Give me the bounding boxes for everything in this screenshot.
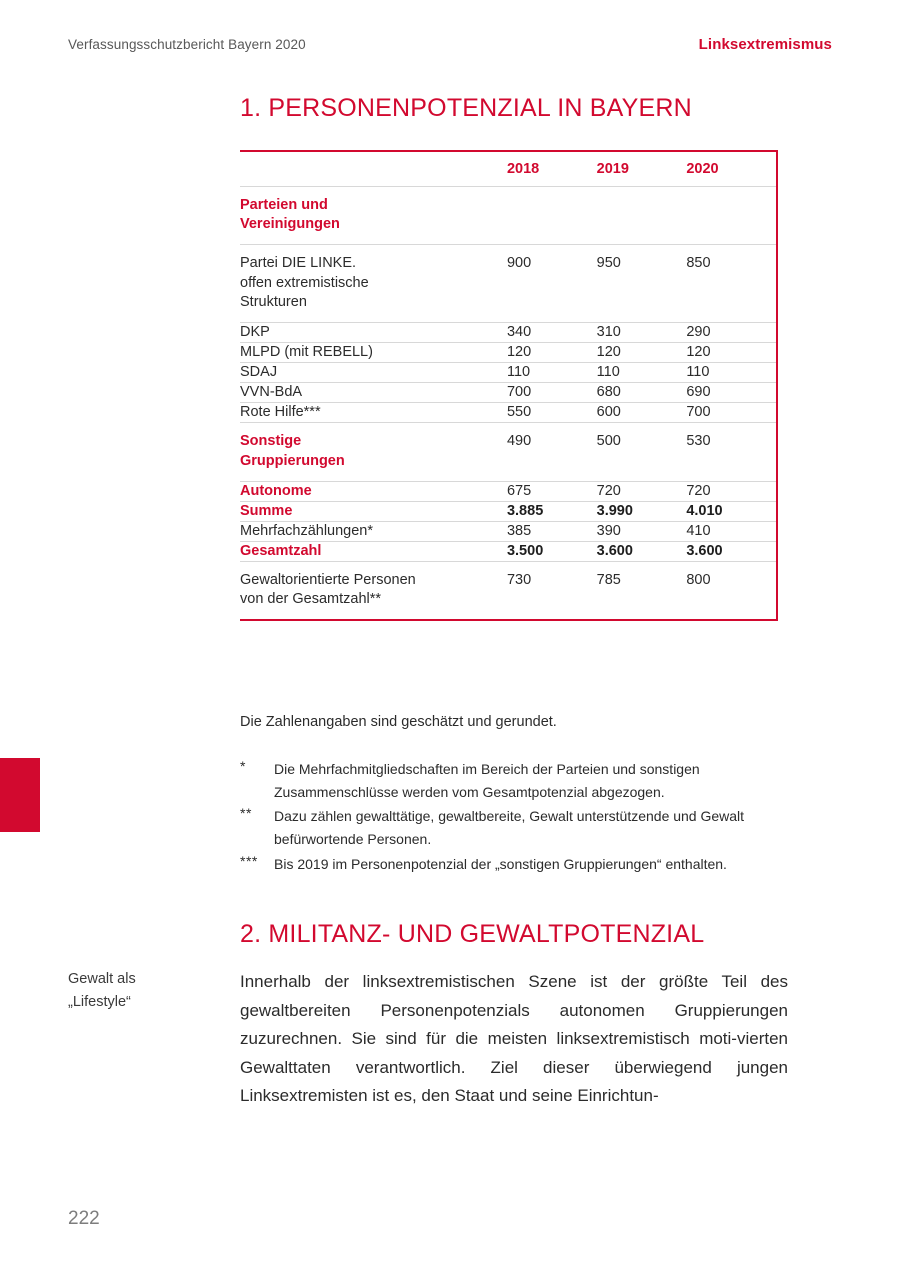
table-cell-value: 700 xyxy=(686,403,776,423)
table-header-row xyxy=(240,152,776,187)
footnote-text: Die Mehrfachmitgliedschaften im Bereich der Parteien und sonstigen Zusammenschlüsse werden vom Gesamtpotenzial abgezogen. xyxy=(274,761,700,800)
estimate-note: Die Zahlenangaben sind geschätzt und gerundet. xyxy=(240,714,557,730)
running-head-publication: Verfassungsschutzbericht Bayern 2020 xyxy=(68,37,306,52)
table-cell-value xyxy=(507,187,597,245)
table-cell-value: 800 xyxy=(686,572,711,589)
table-cell-value: 950 xyxy=(597,245,687,322)
table-header-year: 2018 xyxy=(507,152,597,187)
footnote-text: Bis 2019 im Personenpotenzial der „sonstigen Gruppierungen“ enthalten. xyxy=(274,855,727,872)
footnote-marker: ** xyxy=(240,805,252,822)
table-row xyxy=(240,363,776,383)
table-row-label: Sonstige Gruppierungen xyxy=(240,423,507,481)
table-cell-value: 3.500 xyxy=(507,542,597,562)
table-row xyxy=(240,423,776,481)
footnote-item xyxy=(240,853,802,876)
table-cell-value: 785 xyxy=(596,572,621,589)
table-cell-value: 3.600 xyxy=(686,542,776,562)
table-cell-value: 110 xyxy=(507,363,597,383)
section-2-title: 2. MILITANZ- UND GEWALTPOTENZIAL xyxy=(240,920,705,948)
personenpotenzial-table xyxy=(240,152,776,619)
page-number: 222 xyxy=(68,1208,100,1229)
footnote-item xyxy=(240,805,802,850)
table-cell-value: 410 xyxy=(686,521,776,541)
table-header-blank xyxy=(240,152,507,187)
table-cell-value: 340 xyxy=(507,322,597,342)
table-cell-value: 500 xyxy=(597,423,687,481)
table-cell-value: 730 xyxy=(506,572,532,589)
table-cell-value: 700 xyxy=(507,383,597,403)
table-cell-value: 3.600 xyxy=(597,542,687,562)
table-row-label: Parteien und Vereinigungen xyxy=(240,187,507,245)
body-paragraph: Innerhalb der linksextremistischen Szene ist der größte Teil des gewaltbereiten Personenpotenzials autonomen Gruppierungen zuzurechnen. Sie sind für die meisten linksextremistisch moti-vierten Gewalttaten verantwortlich. Ziel dieser überwiegend jungen Linksextremisten ist es, den Staat und seine Einrichtun- xyxy=(240,972,788,1106)
table-header-year: 2019 xyxy=(597,152,687,187)
table-row xyxy=(240,481,776,501)
table-cell-value: 385 xyxy=(507,521,597,541)
table-row xyxy=(240,501,776,521)
table-cell-value: 120 xyxy=(507,342,597,362)
table-row xyxy=(240,562,776,620)
table-row-label: Summe xyxy=(240,501,507,521)
table-row xyxy=(240,322,776,342)
table-row-label: DKP xyxy=(240,322,507,342)
table-cell-value: 680 xyxy=(597,383,687,403)
table-row-label: Partei DIE LINKE. offen extremistische Strukturen xyxy=(240,245,507,322)
table-cell-value xyxy=(597,187,687,245)
table-cell-value: 720 xyxy=(597,481,687,501)
table-row xyxy=(240,245,776,322)
table-cell-value: 720 xyxy=(686,481,776,501)
table-cell-value: 390 xyxy=(597,521,687,541)
table-row xyxy=(240,403,776,423)
table-row-label: SDAJ xyxy=(240,363,507,383)
body-copy xyxy=(240,968,788,1111)
table-row xyxy=(240,383,776,403)
table-row-label: Rote Hilfe*** xyxy=(240,403,507,423)
table-cell-value: 900 xyxy=(507,245,597,322)
table-cell-value: 490 xyxy=(507,423,597,481)
table-row xyxy=(240,542,776,562)
table-row-label: Gesamtzahl xyxy=(240,542,507,562)
table-cell-value: 3.990 xyxy=(597,501,687,521)
table-cell-value: 550 xyxy=(507,403,597,423)
table-row-label: Autonome xyxy=(240,481,507,501)
table-row-label: MLPD (mit REBELL) xyxy=(240,342,507,362)
running-head-chapter: Linksextremismus xyxy=(698,36,832,53)
table-row xyxy=(240,187,776,245)
footnote-item xyxy=(240,758,802,803)
table-cell-value: 600 xyxy=(597,403,687,423)
chapter-thumb-tab xyxy=(0,758,40,832)
footnote-list xyxy=(240,758,802,877)
table-row xyxy=(240,342,776,362)
table-cell-value: 120 xyxy=(597,342,687,362)
running-head xyxy=(68,36,832,58)
footnote-marker: *** xyxy=(240,852,258,869)
table-row-label: Mehrfachzählungen* xyxy=(240,521,507,541)
table-cell-value xyxy=(686,187,776,245)
table-cell-value: 110 xyxy=(686,363,776,383)
table-cell-value: 4.010 xyxy=(686,501,776,521)
footnote-text: Dazu zählen gewalttätige, gewaltbereite, Gewalt unterstützende und Gewalt befürwortende Personen. xyxy=(274,808,745,848)
section-1-title: 1. PERSONENPOTENZIAL IN BAYERN xyxy=(240,94,692,122)
table-row-label: Gewaltorientierte Personen von der Gesamtzahl** xyxy=(240,572,416,608)
table-cell-value: 3.885 xyxy=(507,501,597,521)
margin-note: Gewalt als „Lifestyle“ xyxy=(68,971,136,1011)
table-header-year: 2020 xyxy=(686,152,776,187)
table-cell-value: 110 xyxy=(597,363,687,383)
table-cell-value: 675 xyxy=(507,481,597,501)
table-cell-value: 310 xyxy=(597,322,687,342)
table-row xyxy=(240,521,776,541)
table-row-label: VVN-BdA xyxy=(240,383,507,403)
table-cell-value: 290 xyxy=(686,322,776,342)
footnote-marker: * xyxy=(240,758,246,774)
personenpotenzial-table-wrapper xyxy=(240,150,778,621)
table-cell-value: 530 xyxy=(686,423,776,481)
table-cell-value: 850 xyxy=(686,245,776,322)
table-cell-value: 690 xyxy=(686,383,776,403)
table-cell-value: 120 xyxy=(686,342,776,362)
